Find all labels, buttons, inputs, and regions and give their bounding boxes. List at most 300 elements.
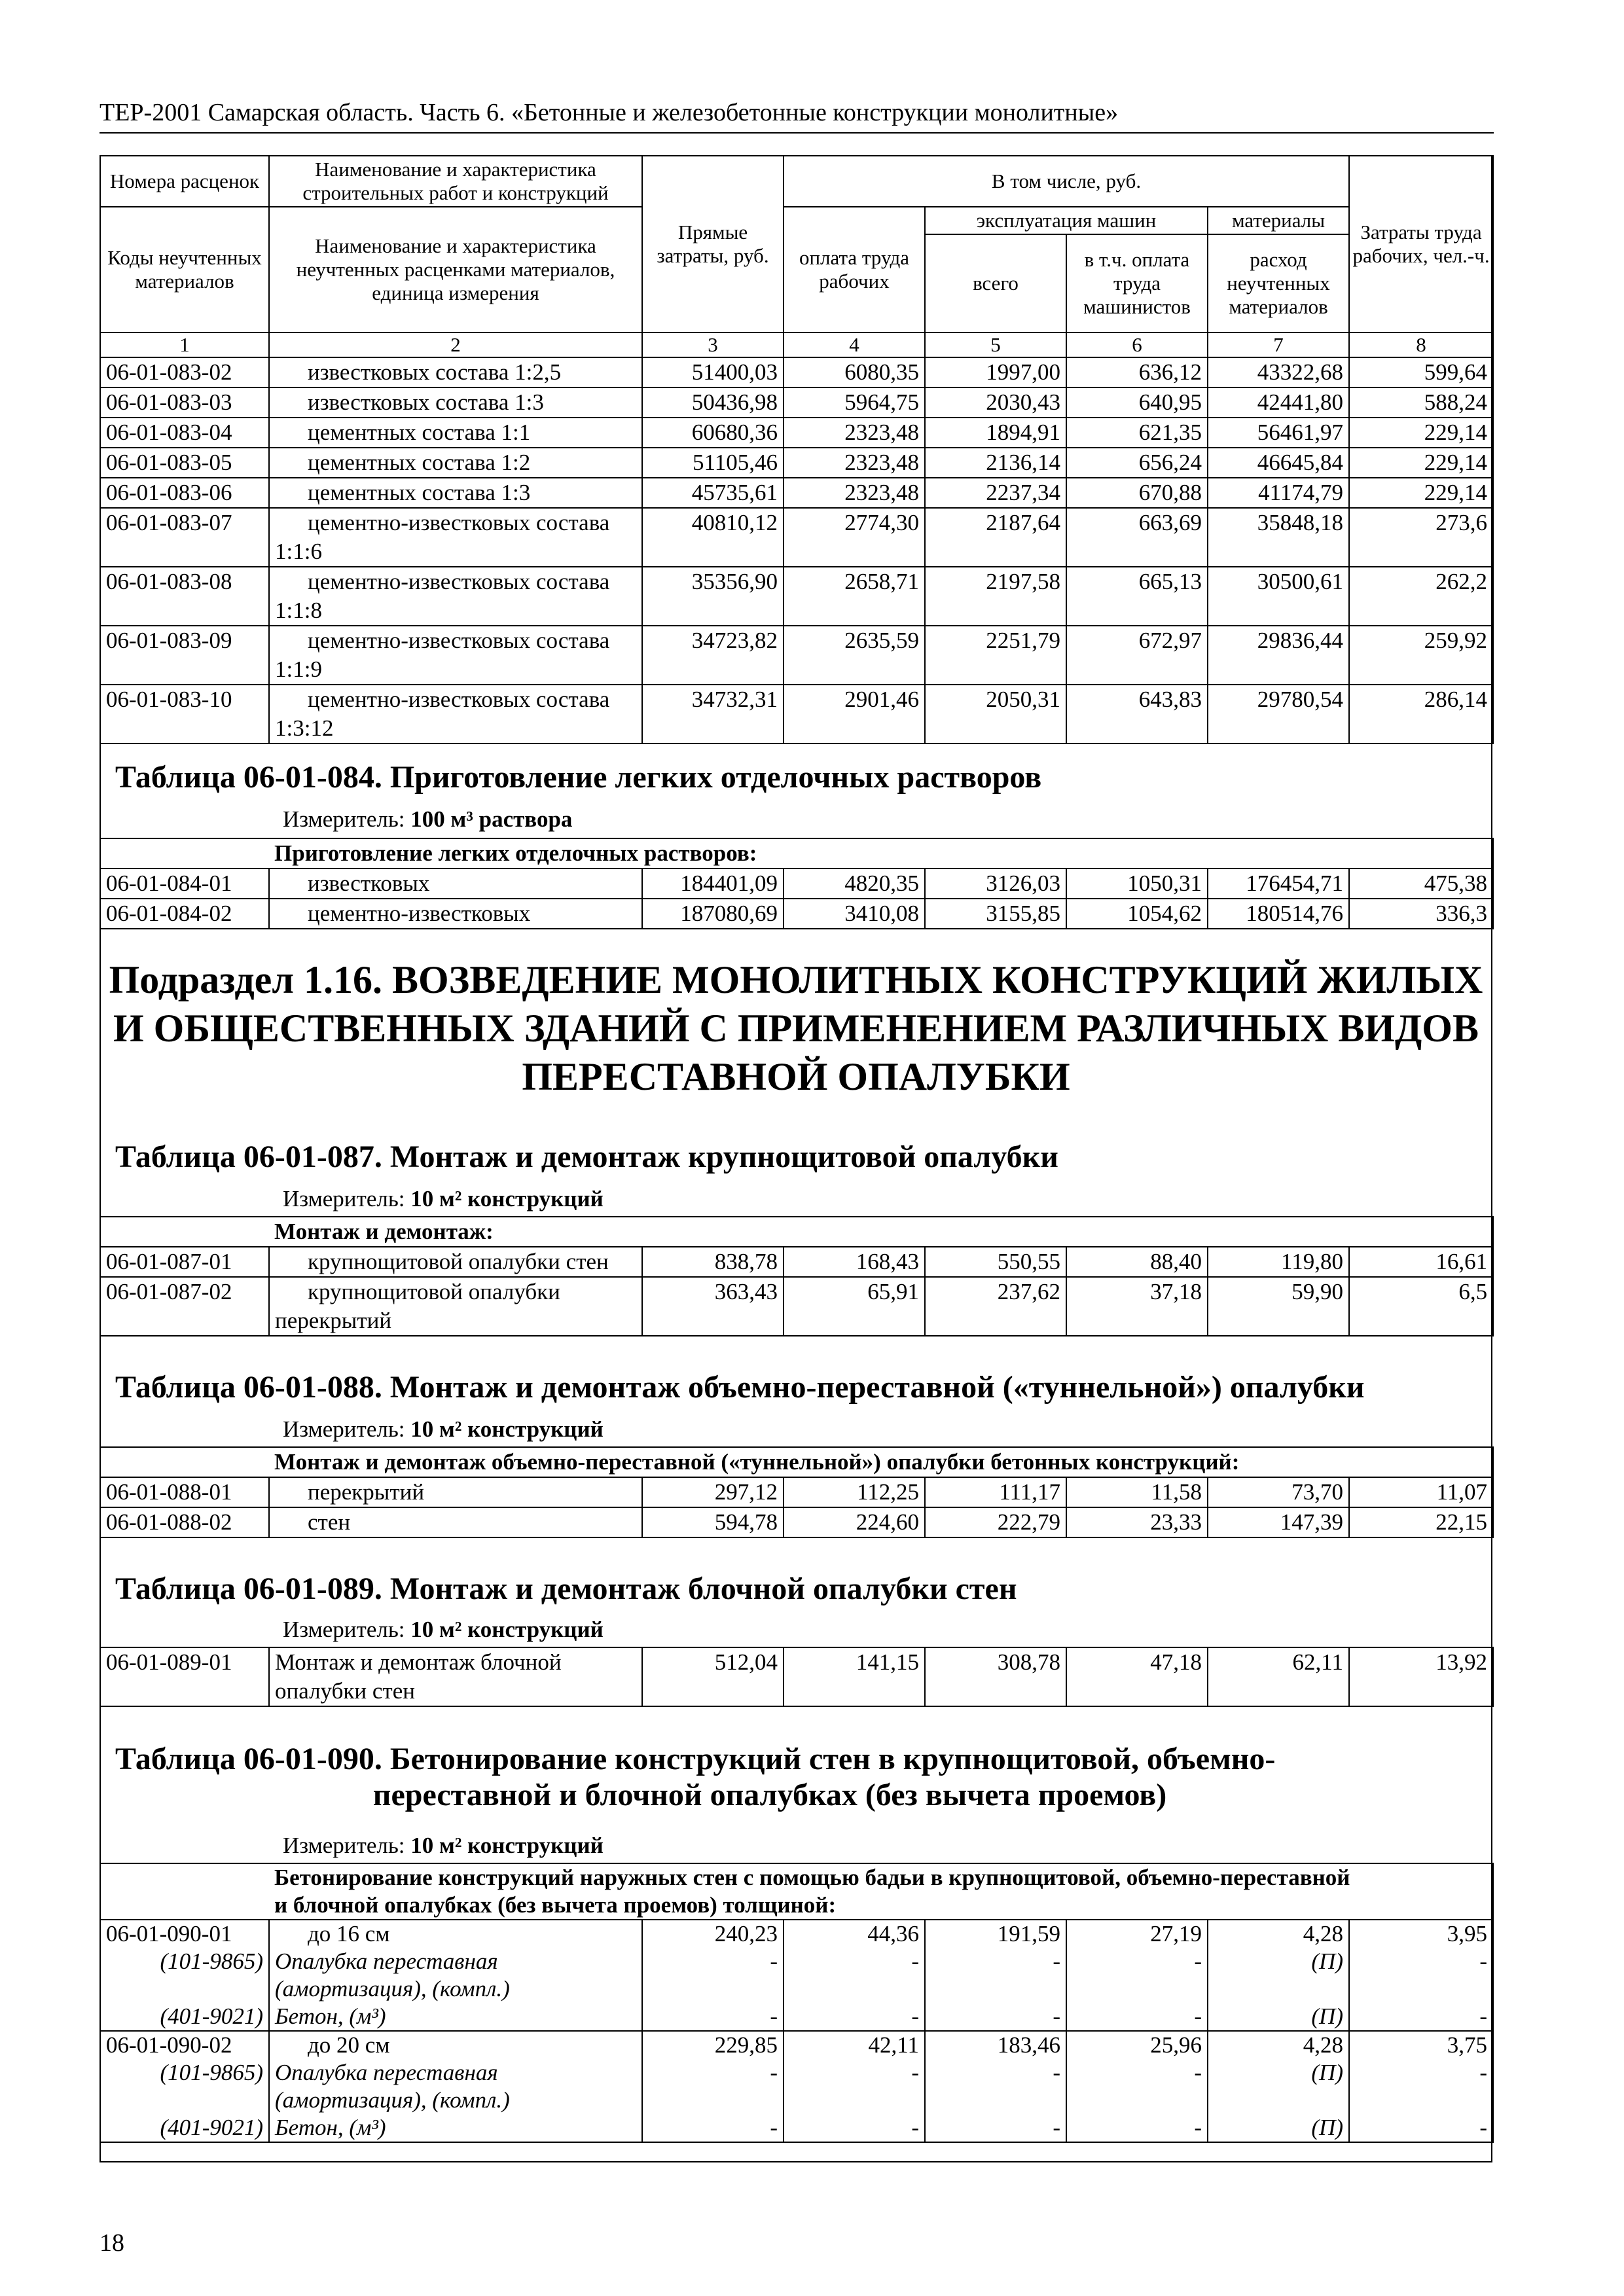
wages-value: 168,43 bbox=[784, 1247, 925, 1277]
rate-name-continuation: 1:1:8 bbox=[275, 598, 322, 623]
subsection-line-1: Подраздел 1.16. ВОЗВЕДЕНИЕ МОНОЛИТНЫХ КОНСТРУКЦИЙ ЖИЛЫХ bbox=[109, 958, 1483, 1001]
direct-costs-value: 34732,31 bbox=[642, 685, 784, 744]
machinist-wages-value: 665,13 bbox=[1066, 567, 1208, 626]
direct-costs-value: 594,78 bbox=[642, 1507, 784, 1537]
wages-value: 44,36 bbox=[867, 1921, 919, 1946]
dash-value: - bbox=[911, 2003, 919, 2029]
table-088 bbox=[99, 1446, 1494, 1538]
wages-value: 2774,30 bbox=[784, 508, 925, 567]
group-heading-line-1: Бетонирование конструкций наружных стен с помощью бадьи в крупнощитовой, объемно-переставной bbox=[274, 1865, 1350, 1890]
material-unit-mark: (П) bbox=[1311, 2060, 1343, 2085]
machines-total-value-cell bbox=[925, 1920, 1066, 2031]
machines-total-value-cell bbox=[925, 2031, 1066, 2142]
rate-code: 06-01-087-01 bbox=[100, 1247, 269, 1277]
labor-value: 273,6 bbox=[1349, 508, 1493, 567]
rate-name bbox=[269, 1477, 642, 1507]
dash-value: - bbox=[1479, 2060, 1488, 2085]
labor-value: 229,14 bbox=[1349, 478, 1493, 508]
machines-total-value: 1997,00 bbox=[925, 357, 1066, 387]
rate-name bbox=[269, 899, 642, 929]
col-header-work-name: Наименование и характеристика строительных работ и конструкций bbox=[269, 156, 642, 207]
table-row bbox=[100, 869, 1493, 899]
unit-label: Измеритель: bbox=[283, 1416, 405, 1442]
wages-value: 2658,71 bbox=[784, 567, 925, 626]
material-name: Бетон, (м³) bbox=[275, 2115, 386, 2140]
rate-name-text: крупнощитовой опалубки стен bbox=[308, 1249, 609, 1274]
dash-value: - bbox=[1053, 2115, 1060, 2140]
rate-name-text: крупнощитовой опалубки bbox=[308, 1279, 560, 1304]
col-header-rate-numbers: Номера расценок bbox=[100, 156, 269, 207]
col-header-material-codes: Коды неучтенных материалов bbox=[100, 207, 269, 332]
rate-name-text: известковых состава 1:3 bbox=[308, 389, 544, 415]
group-heading bbox=[269, 1863, 1493, 1920]
direct-costs-value-cell bbox=[642, 2031, 784, 2142]
labor-value: 229,14 bbox=[1349, 418, 1493, 448]
dash-value: - bbox=[1194, 2003, 1202, 2029]
wages-value: 2635,59 bbox=[784, 626, 925, 685]
col-header-wages: оплата труда рабочих bbox=[784, 207, 925, 332]
wages-value: 2323,48 bbox=[784, 478, 925, 508]
table-090-title-line-1: Таблица 06-01-090. Бетонирование конструкций стен в крупнощитовой, объемно- bbox=[115, 1742, 1276, 1776]
table-row bbox=[100, 2031, 1493, 2142]
direct-costs-value: 45735,61 bbox=[642, 478, 784, 508]
col-number: 4 bbox=[784, 332, 925, 357]
rate-code: 06-01-089-01 bbox=[100, 1647, 269, 1706]
direct-costs-value-cell bbox=[642, 1920, 784, 2031]
machinist-wages-value: 11,58 bbox=[1066, 1477, 1208, 1507]
machines-total-value: 3155,85 bbox=[925, 899, 1066, 929]
col-header-labor: Затраты труда рабочих, чел.-ч. bbox=[1349, 156, 1493, 332]
subsection-title bbox=[99, 956, 1492, 1101]
spacer bbox=[931, 1975, 1060, 2003]
wages-value: 5964,75 bbox=[784, 387, 925, 418]
machinist-wages-value: 25,96 bbox=[1150, 2032, 1202, 2058]
rate-name-text: цементных состава 1:1 bbox=[308, 420, 531, 445]
dash-value: - bbox=[1053, 2003, 1060, 2029]
rate-name-continuation: 1:1:9 bbox=[275, 656, 322, 682]
direct-costs-value: 184401,09 bbox=[642, 869, 784, 899]
labor-value: 336,3 bbox=[1349, 899, 1493, 929]
wages-value: 2323,48 bbox=[784, 418, 925, 448]
dash-value: - bbox=[1194, 1948, 1202, 1974]
unit-label: Измеритель: bbox=[283, 806, 405, 832]
spacer bbox=[1355, 1975, 1487, 2003]
wages-value: 6080,35 bbox=[784, 357, 925, 387]
rate-name bbox=[269, 1647, 642, 1706]
unit-label: Измеритель: bbox=[283, 1186, 405, 1211]
machines-total-value: 2187,64 bbox=[925, 508, 1066, 567]
rate-code: 06-01-083-08 bbox=[100, 567, 269, 626]
materials-value: 43322,68 bbox=[1208, 357, 1349, 387]
machines-total-value: 2030,43 bbox=[925, 387, 1066, 418]
col-header-machinist-wages: в т.ч. оплата труда машинистов bbox=[1066, 234, 1208, 332]
materials-value-cell bbox=[1208, 2031, 1349, 2142]
table-row bbox=[100, 1507, 1493, 1537]
rate-name-text: известковых состава 1:2,5 bbox=[308, 359, 562, 385]
material-name-continuation: (амортизация), (компл.) bbox=[275, 2087, 510, 2113]
unit-value: 10 м² конструкций bbox=[410, 1833, 604, 1858]
wages-value-cell bbox=[784, 1920, 925, 2031]
rate-name bbox=[269, 357, 642, 387]
dash-value: - bbox=[770, 2003, 778, 2029]
dash-value: - bbox=[1194, 2060, 1202, 2085]
direct-costs-value: 512,04 bbox=[642, 1647, 784, 1706]
wages-value: 42,11 bbox=[868, 2032, 919, 2058]
rate-code: 06-01-084-01 bbox=[100, 869, 269, 899]
dash-value: - bbox=[1053, 2060, 1060, 2085]
machinist-wages-value: 670,88 bbox=[1066, 478, 1208, 508]
dash-value: - bbox=[1479, 1948, 1488, 1974]
labor-value: 11,07 bbox=[1349, 1477, 1493, 1507]
wages-value-cell bbox=[784, 2031, 925, 2142]
direct-costs-value: 60680,36 bbox=[642, 418, 784, 448]
col-number: 5 bbox=[925, 332, 1066, 357]
machines-total-value: 2251,79 bbox=[925, 626, 1066, 685]
materials-value: 30500,61 bbox=[1208, 567, 1349, 626]
table-087-unit bbox=[283, 1186, 604, 1212]
rate-name-cell bbox=[269, 1920, 642, 2031]
col-header-machines-total: всего bbox=[925, 234, 1066, 332]
labor-value: 229,14 bbox=[1349, 448, 1493, 478]
machinist-wages-value: 1054,62 bbox=[1066, 899, 1208, 929]
table-084-title: Таблица 06-01-084. Приготовление легких отделочных растворов bbox=[115, 760, 1042, 795]
material-name: Опалубка переставная bbox=[275, 2060, 498, 2085]
rate-code: 06-01-083-05 bbox=[100, 448, 269, 478]
rate-code: 06-01-088-02 bbox=[100, 1507, 269, 1537]
machinist-wages-value: 621,35 bbox=[1066, 418, 1208, 448]
col-number: 7 bbox=[1208, 332, 1349, 357]
labor-value: 3,75 bbox=[1447, 2032, 1488, 2058]
machines-total-value: 2136,14 bbox=[925, 448, 1066, 478]
group-heading: Монтаж и демонтаж объемно-переставной («туннельной») опалубки бетонных конструкций: bbox=[269, 1447, 1493, 1477]
table-084-unit bbox=[283, 806, 572, 833]
table-090-unit bbox=[283, 1833, 604, 1859]
spacer bbox=[1214, 2087, 1343, 2114]
col-number: 3 bbox=[642, 332, 784, 357]
labor-value: 6,5 bbox=[1349, 1277, 1493, 1336]
materials-value: 56461,97 bbox=[1208, 418, 1349, 448]
table-row bbox=[100, 508, 1493, 567]
col-number: 6 bbox=[1066, 332, 1208, 357]
spacer bbox=[789, 1975, 919, 2003]
materials-value-cell bbox=[1208, 1920, 1349, 2031]
machines-total-value: 550,55 bbox=[925, 1247, 1066, 1277]
labor-value: 22,15 bbox=[1349, 1507, 1493, 1537]
rate-name-text: цементных состава 1:3 bbox=[308, 480, 531, 505]
rate-name-text: стен bbox=[308, 1509, 351, 1535]
rate-code: 06-01-090-01 bbox=[106, 1921, 232, 1946]
col-header-materials: материалы bbox=[1208, 207, 1349, 234]
material-name-continuation: (амортизация), (компл.) bbox=[275, 1976, 510, 2001]
rate-name bbox=[269, 448, 642, 478]
direct-costs-value: 35356,90 bbox=[642, 567, 784, 626]
spacer bbox=[1072, 2087, 1202, 2114]
machinist-wages-value: 1050,31 bbox=[1066, 869, 1208, 899]
machinist-wages-value: 88,40 bbox=[1066, 1247, 1208, 1277]
col-header-machines: эксплуатация машин bbox=[925, 207, 1208, 234]
labor-value-cell bbox=[1349, 1920, 1493, 2031]
unit-label: Измеритель: bbox=[283, 1833, 405, 1858]
rate-code: 06-01-084-02 bbox=[100, 899, 269, 929]
spacer bbox=[648, 1975, 778, 2003]
dash-value: - bbox=[770, 2115, 778, 2140]
spacer bbox=[106, 1975, 263, 2003]
labor-value: 259,92 bbox=[1349, 626, 1493, 685]
materials-value: 41174,79 bbox=[1208, 478, 1349, 508]
rate-name-text: известковых bbox=[308, 870, 430, 896]
group-heading: Приготовление легких отделочных растворов: bbox=[269, 838, 1493, 869]
rate-code: 06-01-087-02 bbox=[100, 1277, 269, 1336]
material-code: (401-9021) bbox=[160, 2115, 263, 2140]
col-header-material-consumption: расход неучтенных материалов bbox=[1208, 234, 1349, 332]
material-name: Опалубка переставная bbox=[275, 1948, 498, 1974]
table-row bbox=[100, 1247, 1493, 1277]
rate-name-text: цементно-известковых bbox=[308, 901, 531, 926]
table-row bbox=[100, 1647, 1493, 1706]
table-087 bbox=[99, 1216, 1494, 1336]
materials-value: 29836,44 bbox=[1208, 626, 1349, 685]
direct-costs-value: 297,12 bbox=[642, 1477, 784, 1507]
wages-value: 112,25 bbox=[784, 1477, 925, 1507]
rate-name bbox=[269, 626, 642, 685]
direct-costs-value: 51105,46 bbox=[642, 448, 784, 478]
material-unit-mark: (П) bbox=[1311, 2003, 1343, 2029]
machines-total-value: 2050,31 bbox=[925, 685, 1066, 744]
rate-name-text: цементных состава 1:2 bbox=[308, 450, 531, 475]
rate-name-continuation: 1:1:6 bbox=[275, 539, 322, 564]
machines-total-value: 191,59 bbox=[997, 1921, 1060, 1946]
rate-name-text: цементно-известковых состава bbox=[308, 569, 610, 594]
subsection-line-3: ПЕРЕСТАВНОЙ ОПАЛУБКИ bbox=[522, 1055, 1070, 1098]
rate-name-cell bbox=[269, 2031, 642, 2142]
col-number: 1 bbox=[100, 332, 269, 357]
rate-name bbox=[269, 1247, 642, 1277]
machines-total-value: 237,62 bbox=[925, 1277, 1066, 1336]
materials-value: 62,11 bbox=[1208, 1647, 1349, 1706]
table-row bbox=[100, 448, 1493, 478]
col-header-material-name: Наименование и характеристика неучтенных расценками материалов, единица измерения bbox=[269, 207, 642, 332]
labor-value: 588,24 bbox=[1349, 387, 1493, 418]
machinist-wages-value: 663,69 bbox=[1066, 508, 1208, 567]
rate-name-text: цементно-известковых состава bbox=[308, 510, 610, 535]
material-unit-mark: (П) bbox=[1311, 2115, 1343, 2140]
machinist-wages-value: 37,18 bbox=[1066, 1277, 1208, 1336]
materials-value: 35848,18 bbox=[1208, 508, 1349, 567]
machinist-wages-value-cell bbox=[1066, 1920, 1208, 2031]
wages-value: 2901,46 bbox=[784, 685, 925, 744]
rate-name bbox=[269, 508, 642, 567]
table-row bbox=[100, 387, 1493, 418]
rate-name-continuation: опалубки стен bbox=[275, 1678, 415, 1704]
machinist-wages-value: 636,12 bbox=[1066, 357, 1208, 387]
labor-value-cell bbox=[1349, 2031, 1493, 2142]
spacer bbox=[1355, 2087, 1487, 2114]
spacer bbox=[931, 2087, 1060, 2114]
rate-name-continuation: 1:3:12 bbox=[275, 715, 334, 741]
table-row bbox=[100, 1477, 1493, 1507]
materials-value: 73,70 bbox=[1208, 1477, 1349, 1507]
direct-costs-value: 229,85 bbox=[714, 2032, 778, 2058]
rate-name bbox=[269, 418, 642, 448]
table-088-title: Таблица 06-01-088. Монтаж и демонтаж объемно-переставной («туннельной») опалубки bbox=[115, 1370, 1365, 1405]
rate-code: 06-01-083-04 bbox=[100, 418, 269, 448]
table-row bbox=[100, 478, 1493, 508]
table-089-unit bbox=[283, 1617, 604, 1643]
machinist-wages-value: 47,18 bbox=[1066, 1647, 1208, 1706]
materials-value: 119,80 bbox=[1208, 1247, 1349, 1277]
col-header-including: В том числе, руб. bbox=[784, 156, 1349, 207]
rate-name-text: до 16 см bbox=[308, 1921, 390, 1946]
spacer bbox=[648, 2087, 778, 2114]
wages-value: 141,15 bbox=[784, 1647, 925, 1706]
direct-costs-value: 363,43 bbox=[642, 1277, 784, 1336]
dash-value: - bbox=[770, 2060, 778, 2085]
rate-code-cell bbox=[100, 1920, 269, 2031]
wages-value: 65,91 bbox=[784, 1277, 925, 1336]
rate-code-cell bbox=[100, 2031, 269, 2142]
machines-total-value: 111,17 bbox=[925, 1477, 1066, 1507]
table-090-title-line-2: переставной и блочной опалубках (без вычета проемов) bbox=[372, 1778, 1167, 1812]
table-090-title bbox=[115, 1741, 1490, 1813]
table-row bbox=[100, 567, 1493, 626]
col-number: 2 bbox=[269, 332, 642, 357]
rate-name bbox=[269, 869, 642, 899]
materials-value: 176454,71 bbox=[1208, 869, 1349, 899]
materials-value: 42441,80 bbox=[1208, 387, 1349, 418]
table-row bbox=[100, 418, 1493, 448]
col-header-direct-costs: Прямые затраты, руб. bbox=[642, 156, 784, 332]
table-row bbox=[100, 1920, 1493, 2031]
labor-value: 262,2 bbox=[1349, 567, 1493, 626]
rate-code: 06-01-083-03 bbox=[100, 387, 269, 418]
materials-value: 4,28 bbox=[1303, 1921, 1343, 1946]
table-090 bbox=[99, 1863, 1494, 2143]
subsection-line-2: И ОБЩЕСТВЕННЫХ ЗДАНИЙ С ПРИМЕНЕНИЕМ РАЗЛИЧНЫХ ВИДОВ bbox=[113, 1007, 1479, 1050]
dash-value: - bbox=[1053, 1948, 1060, 1974]
material-unit-mark: (П) bbox=[1311, 1948, 1343, 1974]
unit-label: Измеритель: bbox=[283, 1617, 405, 1642]
materials-value: 29780,54 bbox=[1208, 685, 1349, 744]
spacer bbox=[106, 2087, 263, 2114]
machinist-wages-value: 643,83 bbox=[1066, 685, 1208, 744]
wages-value: 3410,08 bbox=[784, 899, 925, 929]
rate-code: 06-01-088-01 bbox=[100, 1477, 269, 1507]
rate-code: 06-01-083-02 bbox=[100, 357, 269, 387]
direct-costs-value: 187080,69 bbox=[642, 899, 784, 929]
machinist-wages-value: 672,97 bbox=[1066, 626, 1208, 685]
materials-value: 4,28 bbox=[1303, 2032, 1343, 2058]
labor-value: 13,92 bbox=[1349, 1647, 1493, 1706]
materials-value: 46645,84 bbox=[1208, 448, 1349, 478]
page-header: ТЕР-2001 Самарская область. Часть 6. «Бетонные и железобетонные конструкции монолитные» bbox=[99, 98, 1494, 134]
direct-costs-value: 51400,03 bbox=[642, 357, 784, 387]
direct-costs-value: 240,23 bbox=[714, 1921, 778, 1946]
material-code: (101-9865) bbox=[160, 2060, 263, 2085]
table-row bbox=[100, 685, 1493, 744]
machinist-wages-value: 23,33 bbox=[1066, 1507, 1208, 1537]
machines-total-value: 2237,34 bbox=[925, 478, 1066, 508]
rate-name bbox=[269, 1507, 642, 1537]
machinist-wages-value: 27,19 bbox=[1150, 1921, 1202, 1946]
rate-name-text: цементно-известковых состава bbox=[308, 628, 610, 653]
table-row bbox=[100, 357, 1493, 387]
rate-name-text: Монтаж и демонтаж блочной bbox=[275, 1649, 562, 1675]
labor-value: 3,95 bbox=[1447, 1921, 1488, 1946]
rate-code: 06-01-090-02 bbox=[106, 2032, 232, 2058]
spacer bbox=[1214, 1975, 1343, 2003]
direct-costs-value: 838,78 bbox=[642, 1247, 784, 1277]
rate-code: 06-01-083-07 bbox=[100, 508, 269, 567]
material-code: (101-9865) bbox=[160, 1948, 263, 1974]
table-089 bbox=[99, 1647, 1494, 1707]
page-number: 18 bbox=[99, 2229, 124, 2257]
wages-value: 224,60 bbox=[784, 1507, 925, 1537]
dash-value: - bbox=[1479, 2003, 1488, 2029]
labor-value: 599,64 bbox=[1349, 357, 1493, 387]
machines-total-value: 183,46 bbox=[997, 2032, 1060, 2058]
machinist-wages-value: 656,24 bbox=[1066, 448, 1208, 478]
labor-value: 475,38 bbox=[1349, 869, 1493, 899]
material-name: Бетон, (м³) bbox=[275, 2003, 386, 2029]
rate-name bbox=[269, 1277, 642, 1336]
table-083 bbox=[99, 155, 1494, 744]
rate-name-continuation: перекрытий bbox=[275, 1308, 392, 1333]
dash-value: - bbox=[1479, 2115, 1488, 2140]
rate-name-text: перекрытий bbox=[308, 1479, 425, 1505]
spacer bbox=[789, 2087, 919, 2114]
direct-costs-value: 34723,82 bbox=[642, 626, 784, 685]
machines-total-value: 222,79 bbox=[925, 1507, 1066, 1537]
direct-costs-value: 40810,12 bbox=[642, 508, 784, 567]
machines-total-value: 308,78 bbox=[925, 1647, 1066, 1706]
rate-code: 06-01-083-09 bbox=[100, 626, 269, 685]
rate-code: 06-01-083-10 bbox=[100, 685, 269, 744]
table-row bbox=[100, 899, 1493, 929]
direct-costs-value: 50436,98 bbox=[642, 387, 784, 418]
unit-value: 10 м² конструкций bbox=[410, 1186, 604, 1211]
dash-value: - bbox=[770, 1948, 778, 1974]
rate-name bbox=[269, 685, 642, 744]
dash-value: - bbox=[1194, 2115, 1202, 2140]
table-row bbox=[100, 626, 1493, 685]
material-code: (401-9021) bbox=[160, 2003, 263, 2029]
machines-total-value: 3126,03 bbox=[925, 869, 1066, 899]
machinist-wages-value: 640,95 bbox=[1066, 387, 1208, 418]
machines-total-value: 1894,91 bbox=[925, 418, 1066, 448]
rate-name bbox=[269, 567, 642, 626]
wages-value: 2323,48 bbox=[784, 448, 925, 478]
materials-value: 180514,76 bbox=[1208, 899, 1349, 929]
dash-value: - bbox=[911, 1948, 919, 1974]
dash-value: - bbox=[911, 2060, 919, 2085]
labor-value: 16,61 bbox=[1349, 1247, 1493, 1277]
table-088-unit bbox=[283, 1416, 604, 1443]
machines-total-value: 2197,58 bbox=[925, 567, 1066, 626]
table-084 bbox=[99, 838, 1494, 929]
unit-value: 100 м³ раствора bbox=[410, 806, 573, 832]
table-087-title: Таблица 06-01-087. Монтаж и демонтаж крупнощитовой опалубки bbox=[115, 1139, 1058, 1174]
materials-value: 59,90 bbox=[1208, 1277, 1349, 1336]
labor-value: 286,14 bbox=[1349, 685, 1493, 744]
rate-name bbox=[269, 478, 642, 508]
group-heading-line-2: и блочной опалубках (без вычета проемов) толщиной: bbox=[274, 1892, 837, 1918]
spacer bbox=[1072, 1975, 1202, 2003]
wages-value: 4820,35 bbox=[784, 869, 925, 899]
group-heading: Монтаж и демонтаж: bbox=[269, 1217, 1493, 1247]
rate-code: 06-01-083-06 bbox=[100, 478, 269, 508]
unit-value: 10 м² конструкций bbox=[410, 1617, 604, 1642]
rate-name bbox=[269, 387, 642, 418]
